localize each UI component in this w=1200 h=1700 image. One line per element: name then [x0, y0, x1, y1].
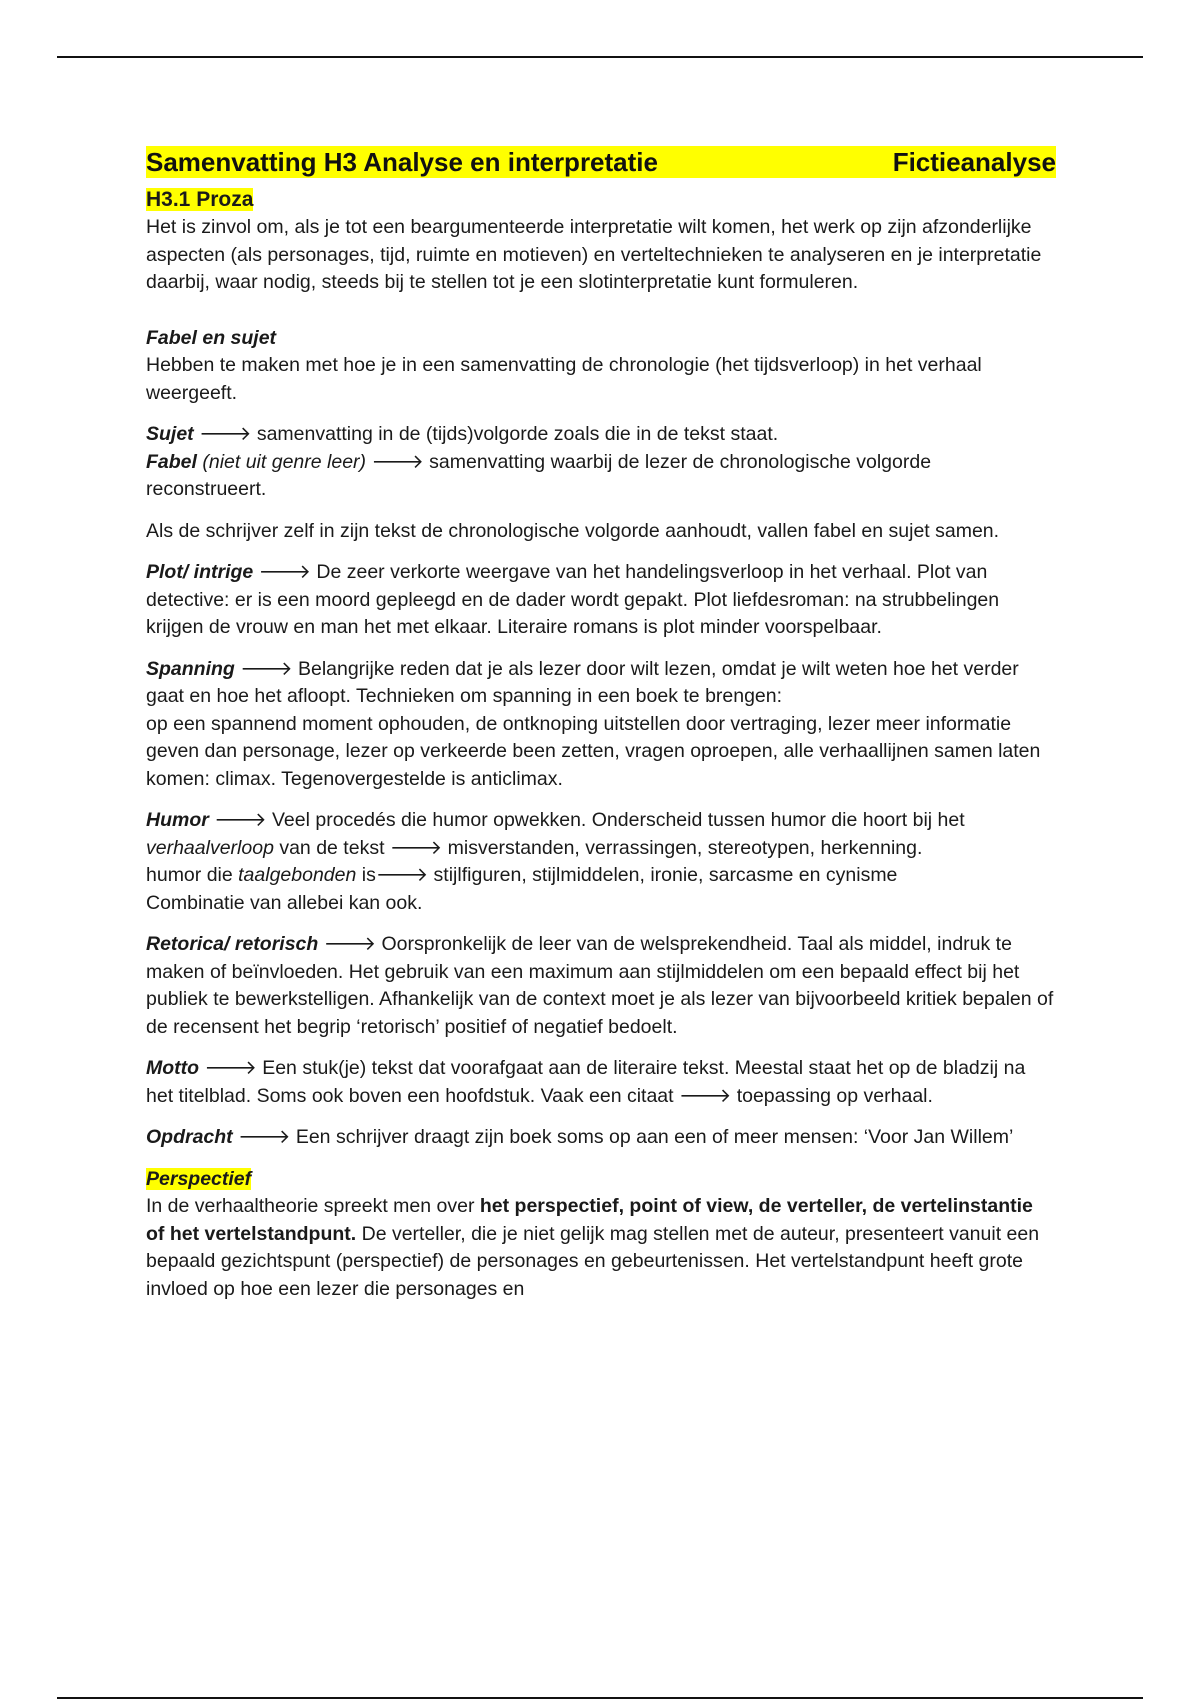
fabel-term: Fabel: [146, 450, 197, 473]
header-rule: [57, 56, 1143, 58]
fabel-sujet-intro: Hebben te maken met hoe je in een samenvatting de chronologie (het tijdsverloop) in het verhaal weergeeft.: [146, 354, 982, 404]
arrow-icon: 🡒: [375, 864, 429, 886]
document-title: Samenvatting H3 Analyse en interpretatie: [146, 147, 658, 177]
arrow-icon: 🡒: [240, 657, 293, 680]
plot-definition: Plot/ intrige 🡒 De zeer verkorte weergave van het handelingsverloop in het verhaal. Plot van detective: er is een moord gepleegd en de dader wordt gepakt. Plot liefdesroman: na strubbelingen krijgen de vrouw en man het met elkaar. Literaire romans is plot minder voorspelbaar.: [146, 561, 1000, 638]
opdracht-definition: Opdracht 🡒 Een schrijver draagt zijn boek soms op aan een of meer mensen: ‘Voor Jan Willem’: [146, 1126, 1014, 1148]
arrow-icon: 🡒: [678, 1084, 732, 1107]
fabel-sujet-same: Als de schrijver zelf in zijn tekst de chronologische volgorde aanhoudt, vallen fabel en sujet samen.: [146, 519, 1000, 542]
footer-rule: [57, 1697, 1143, 1699]
humor-definition: Humor 🡒 Veel procedés die humor opwekken. Onderscheid tussen humor die hoort bij het verhaalverloop van de tekst 🡒 misverstanden, verrassingen, stereotypen, herkenning. humor die taalgebonden is🡒 stijlfiguren, stijlmiddelen, ironie, sarcasme en cynisme Combinatie van allebei kan ook.: [146, 809, 965, 914]
arrow-icon: 🡒: [238, 1126, 291, 1148]
perspectief-heading: Perspectief: [146, 1167, 252, 1190]
arrow-icon: 🡒: [204, 1057, 257, 1079]
arrow-icon: 🡒: [214, 809, 267, 831]
humor-term: Humor: [146, 809, 209, 831]
perspectief-paragraph: In de verhaaltheorie spreekt men over het perspectief, point of view, de verteller, de vertelinstantie of het vertelstandpunt. De verteller, die je niet gelijk mag stellen met de auteur, presenteert vanuit een bepaald gezichtspunt (perspectief) de personages en gebeurtenissen. Het vertelstandpunt heeft grote invloed op hoe een lezer die personages en: [146, 1195, 1040, 1300]
motto-definition: Motto 🡒 Een stuk(je) tekst dat voorafgaat aan de literaire tekst. Meestal staat het op de bladzij na het titelblad. Soms ook boven een hoofdstuk. Vaak een citaat 🡒 toepassing op verhaal.: [146, 1057, 1026, 1107]
plot-term: Plot/ intrige: [146, 561, 254, 583]
opdracht-term: Opdracht: [146, 1126, 233, 1148]
arrow-icon: 🡒: [389, 836, 443, 859]
motto-term: Motto: [146, 1057, 200, 1079]
arrow-icon: 🡒: [258, 561, 311, 583]
retorica-term: Retorica/ retorisch: [146, 933, 319, 955]
course-name: Fictieanalyse: [892, 147, 1056, 177]
arrow-icon: 🡒: [371, 450, 424, 473]
section-heading: H3.1 Proza: [146, 188, 254, 211]
arrow-icon: 🡒: [199, 423, 252, 445]
spanning-term: Spanning: [146, 657, 235, 680]
fabel-sujet-heading: Fabel en sujet: [146, 326, 277, 349]
document-title-bar: [146, 146, 1056, 178]
sujet-definition: Sujet 🡒 samenvatting in de (tijds)volgorde zoals die in de tekst staat. Fabel (niet uit genre leer) 🡒 samenvatting waarbij de lezer de chronologische volgorde reconstrueert.: [146, 423, 932, 500]
spanning-definition: Spanning 🡒 Belangrijke reden dat je als lezer door wilt lezen, omdat je wilt weten hoe het verder gaat en hoe het afloopt. Technieken om spanning in een boek te brengen: op een spannend moment ophouden, de ontknoping uitstellen door vertraging, lezer meer informatie geven dan personage, lezer op verkeerde been zetten, vragen oproepen, alle verhaallijnen samen laten komen: climax. Tegenovergestelde is anticlimax.: [146, 657, 1041, 790]
document-body: [146, 146, 1056, 1303]
sujet-term: Sujet: [146, 423, 194, 445]
intro-paragraph: Het is zinvol om, als je tot een beargumenteerde interpretatie wilt komen, het werk op zijn afzonderlijke aspecten (als personages, tijd, ruimte en motieven) en verteltechnieken te analyseren en je interpretatie daarbij, waar nodig, steeds bij te stellen tot je een slotinterpretatie kunt formuleren.: [146, 216, 1042, 293]
arrow-icon: 🡒: [323, 933, 377, 955]
retorica-definition: Retorica/ retorisch 🡒 Oorspronkelijk de leer van de welsprekendheid. Taal als middel, indruk te maken of beïnvloeden. Het gebruik van een maximum aan stijlmiddelen om een bepaald effect bij het publiek te bewerkstelligen. Afhankelijk van de context moet je als lezer van bijvoorbeeld kritiek bepalen of de recensent het begrip ‘retorisch’ positief of negatief bedoelt.: [146, 933, 1054, 1038]
